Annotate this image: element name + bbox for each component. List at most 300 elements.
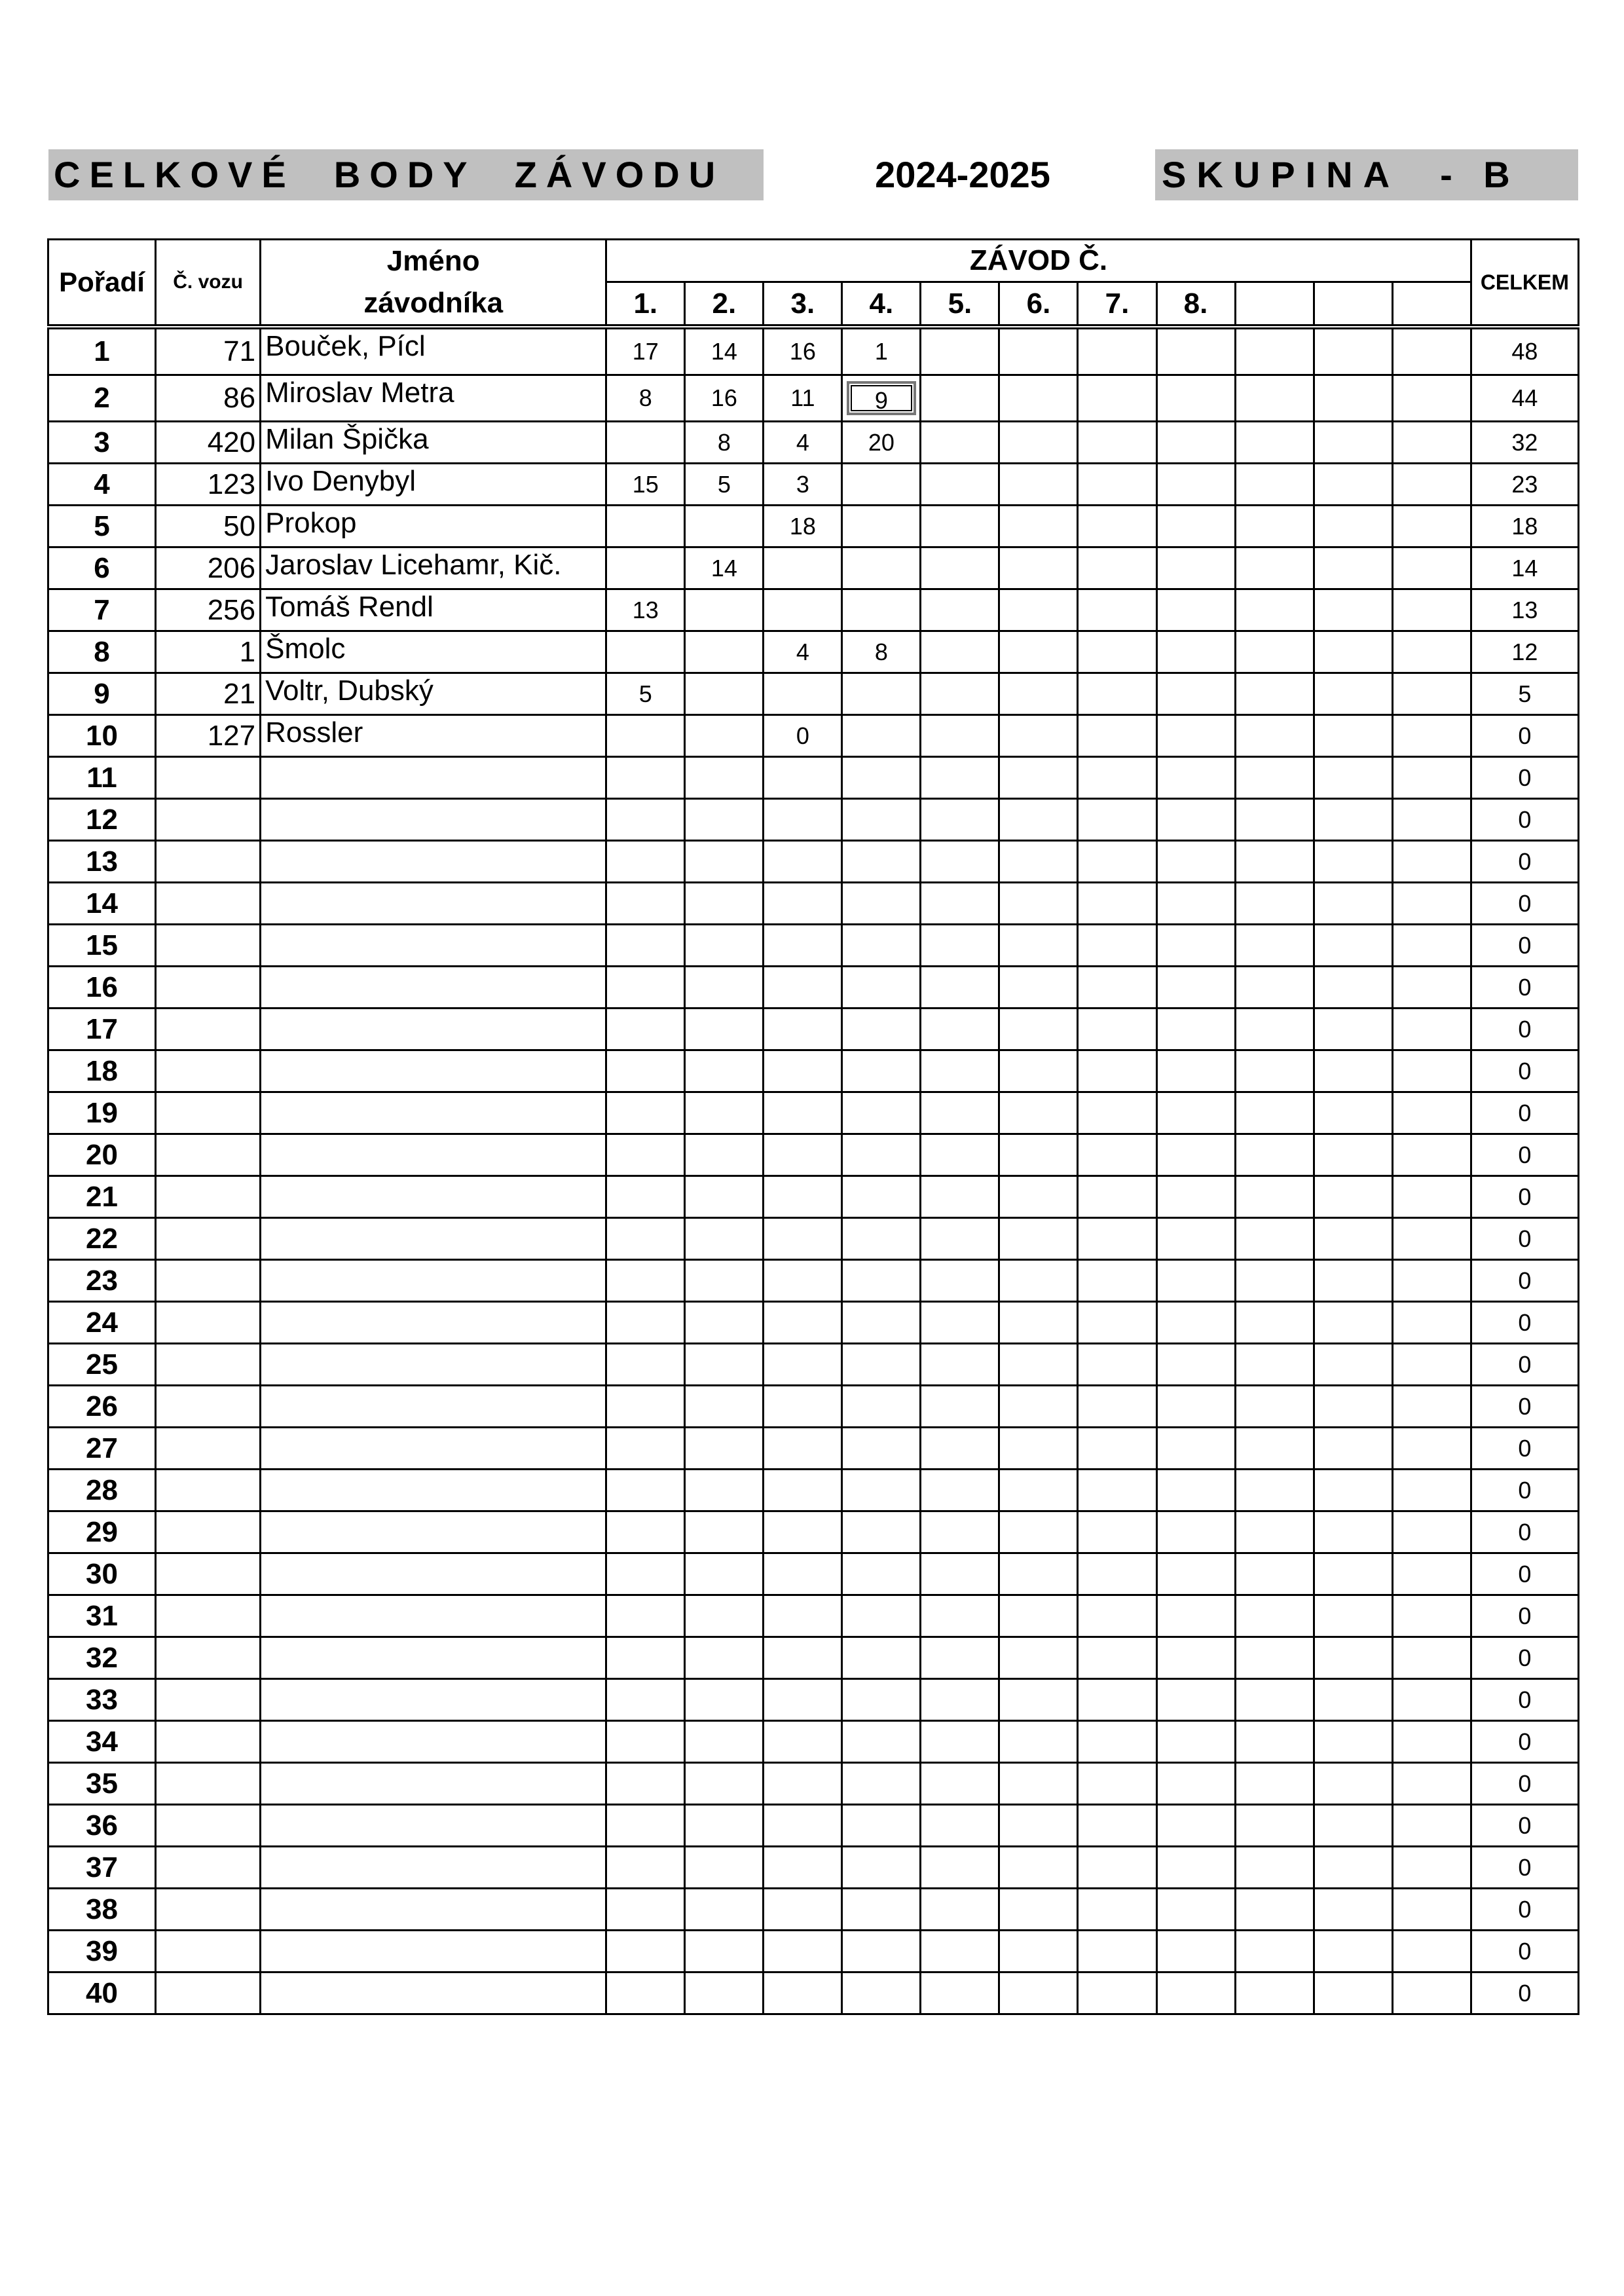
race-points-cell[interactable]: 17 (606, 327, 685, 375)
driver-name-cell[interactable] (261, 883, 606, 925)
race-points-cell[interactable] (921, 1931, 999, 1972)
race-points-cell[interactable] (764, 1302, 842, 1344)
race-points-cell[interactable] (999, 1972, 1078, 2014)
race-points-cell[interactable]: 18 (764, 506, 842, 547)
car-number-cell[interactable] (156, 1386, 261, 1428)
race-points-cell[interactable] (685, 1889, 764, 1931)
driver-name-cell[interactable]: Jaroslav Licehamr, Kič. (261, 547, 606, 589)
race-points-cell[interactable] (921, 1092, 999, 1134)
race-points-cell[interactable] (921, 1972, 999, 2014)
race-points-cell[interactable] (685, 883, 764, 925)
race-points-cell[interactable] (685, 925, 764, 967)
selected-cell[interactable]: 9 (847, 381, 916, 415)
race-points-cell[interactable] (685, 1847, 764, 1889)
race-points-cell[interactable] (764, 1386, 842, 1428)
race-points-cell[interactable] (1078, 883, 1156, 925)
race-points-cell[interactable] (1314, 375, 1392, 422)
race-points-cell[interactable] (842, 673, 921, 715)
race-points-cell[interactable] (921, 1134, 999, 1176)
race-points-cell[interactable] (685, 1805, 764, 1847)
race-points-cell[interactable] (1078, 1176, 1156, 1218)
race-points-cell[interactable] (1392, 422, 1471, 464)
race-points-cell[interactable] (685, 1092, 764, 1134)
race-points-cell[interactable] (1314, 547, 1392, 589)
race-points-cell[interactable] (685, 589, 764, 631)
race-points-cell[interactable] (1392, 1009, 1471, 1050)
race-points-cell[interactable] (1392, 1931, 1471, 1972)
race-points-cell[interactable] (999, 1470, 1078, 1511)
race-points-cell[interactable] (1235, 327, 1314, 375)
car-number-cell[interactable] (156, 1470, 261, 1511)
race-points-cell[interactable] (999, 1889, 1078, 1931)
race-points-cell[interactable] (1392, 1972, 1471, 2014)
race-points-cell[interactable] (685, 1302, 764, 1344)
race-points-cell[interactable] (921, 1763, 999, 1805)
race-points-cell[interactable] (1392, 1260, 1471, 1302)
car-number-cell[interactable] (156, 1009, 261, 1050)
driver-name-cell[interactable] (261, 1428, 606, 1470)
car-number-cell[interactable] (156, 1721, 261, 1763)
race-points-cell[interactable] (1392, 883, 1471, 925)
race-points-cell[interactable] (1078, 1386, 1156, 1428)
driver-name-cell[interactable]: Tomáš Rendl (261, 589, 606, 631)
race-points-cell[interactable]: 1 (842, 327, 921, 375)
race-points-cell[interactable] (1235, 1553, 1314, 1595)
race-points-cell[interactable] (685, 1050, 764, 1092)
race-points-cell[interactable] (842, 1763, 921, 1805)
race-points-cell[interactable] (1314, 1595, 1392, 1637)
race-points-cell[interactable] (1078, 464, 1156, 506)
race-points-cell[interactable] (685, 1763, 764, 1805)
race-points-cell[interactable] (921, 1302, 999, 1344)
race-points-cell[interactable] (1156, 883, 1235, 925)
race-points-cell[interactable] (999, 757, 1078, 799)
race-points-cell[interactable] (1392, 925, 1471, 967)
race-points-cell[interactable] (1314, 925, 1392, 967)
race-points-cell[interactable] (842, 1009, 921, 1050)
car-number-cell[interactable]: 71 (156, 327, 261, 375)
race-points-cell[interactable] (999, 1637, 1078, 1679)
race-points-cell[interactable] (606, 925, 685, 967)
race-points-cell[interactable] (842, 967, 921, 1009)
race-points-cell[interactable] (1156, 1134, 1235, 1176)
race-points-cell[interactable] (1078, 1595, 1156, 1637)
race-points-cell[interactable] (685, 1972, 764, 2014)
driver-name-cell[interactable] (261, 1302, 606, 1344)
race-points-cell[interactable] (1314, 715, 1392, 757)
race-points-cell[interactable] (1314, 1134, 1392, 1176)
car-number-cell[interactable] (156, 1302, 261, 1344)
race-points-cell[interactable] (1078, 422, 1156, 464)
race-points-cell[interactable] (842, 1050, 921, 1092)
race-points-cell[interactable] (1156, 925, 1235, 967)
race-points-cell[interactable]: 16 (685, 375, 764, 422)
race-points-cell[interactable] (1235, 464, 1314, 506)
race-points-cell[interactable] (1078, 589, 1156, 631)
race-points-cell[interactable] (1392, 1092, 1471, 1134)
race-points-cell[interactable] (1314, 631, 1392, 673)
race-points-cell[interactable] (1078, 799, 1156, 841)
driver-name-cell[interactable] (261, 925, 606, 967)
race-points-cell[interactable] (1078, 673, 1156, 715)
race-points-cell[interactable] (1156, 375, 1235, 422)
driver-name-cell[interactable] (261, 1218, 606, 1260)
race-points-cell[interactable] (606, 1009, 685, 1050)
race-points-cell[interactable] (921, 757, 999, 799)
race-points-cell[interactable] (842, 1386, 921, 1428)
race-points-cell[interactable] (1078, 1302, 1156, 1344)
race-points-cell[interactable] (1235, 506, 1314, 547)
race-points-cell[interactable] (685, 1386, 764, 1428)
race-points-cell[interactable] (999, 715, 1078, 757)
race-points-cell[interactable] (764, 883, 842, 925)
race-points-cell[interactable] (999, 967, 1078, 1009)
race-points-cell[interactable] (1314, 799, 1392, 841)
race-points-cell[interactable] (1235, 1847, 1314, 1889)
race-points-cell[interactable] (685, 1931, 764, 1972)
race-points-cell[interactable]: 8 (685, 422, 764, 464)
race-points-cell[interactable] (1078, 1218, 1156, 1260)
car-number-cell[interactable] (156, 1889, 261, 1931)
race-points-cell[interactable] (1235, 589, 1314, 631)
race-points-cell[interactable] (1314, 422, 1392, 464)
race-points-cell[interactable] (1235, 1805, 1314, 1847)
race-points-cell[interactable] (999, 547, 1078, 589)
race-points-cell[interactable] (1235, 1679, 1314, 1721)
driver-name-cell[interactable]: Voltr, Dubský (261, 673, 606, 715)
race-points-cell[interactable] (1314, 1805, 1392, 1847)
race-points-cell[interactable] (1392, 1386, 1471, 1428)
race-points-cell[interactable] (921, 1637, 999, 1679)
race-points-cell[interactable] (842, 883, 921, 925)
race-points-cell[interactable] (999, 506, 1078, 547)
race-points-cell[interactable] (1235, 1344, 1314, 1386)
race-points-cell[interactable] (1392, 375, 1471, 422)
race-points-cell[interactable] (1235, 1009, 1314, 1050)
car-number-cell[interactable] (156, 1637, 261, 1679)
race-points-cell[interactable] (842, 1092, 921, 1134)
race-points-cell[interactable] (921, 1595, 999, 1637)
race-points-cell[interactable] (921, 967, 999, 1009)
race-points-cell[interactable] (921, 1218, 999, 1260)
race-points-cell[interactable] (1078, 327, 1156, 375)
race-points-cell[interactable] (606, 422, 685, 464)
driver-name-cell[interactable] (261, 1553, 606, 1595)
driver-name-cell[interactable] (261, 799, 606, 841)
car-number-cell[interactable]: 21 (156, 673, 261, 715)
race-points-cell[interactable]: 4 (764, 422, 842, 464)
race-points-cell[interactable] (999, 1092, 1078, 1134)
car-number-cell[interactable] (156, 1931, 261, 1972)
race-points-cell[interactable] (1078, 1553, 1156, 1595)
race-points-cell[interactable] (1235, 841, 1314, 883)
race-points-cell[interactable] (764, 757, 842, 799)
race-points-cell[interactable] (1078, 1847, 1156, 1889)
race-points-cell[interactable] (1156, 1637, 1235, 1679)
car-number-cell[interactable] (156, 1511, 261, 1553)
race-points-cell[interactable] (1392, 1218, 1471, 1260)
race-points-cell[interactable] (685, 1595, 764, 1637)
race-points-cell[interactable] (764, 1721, 842, 1763)
driver-name-cell[interactable] (261, 1050, 606, 1092)
race-points-cell[interactable] (1156, 1260, 1235, 1302)
race-points-cell[interactable] (1314, 1721, 1392, 1763)
race-points-cell[interactable] (764, 1260, 842, 1302)
race-points-cell[interactable] (1156, 1470, 1235, 1511)
race-points-cell[interactable] (842, 1344, 921, 1386)
race-points-cell[interactable] (606, 1972, 685, 2014)
race-points-cell[interactable]: 3 (764, 464, 842, 506)
race-points-cell[interactable] (1392, 757, 1471, 799)
race-points-cell[interactable] (1235, 1050, 1314, 1092)
driver-name-cell[interactable] (261, 1470, 606, 1511)
race-points-cell[interactable] (1392, 1428, 1471, 1470)
race-points-cell[interactable] (1078, 506, 1156, 547)
race-points-cell[interactable] (606, 1679, 685, 1721)
race-points-cell[interactable] (921, 1386, 999, 1428)
race-points-cell[interactable] (842, 1889, 921, 1931)
driver-name-cell[interactable]: Prokop (261, 506, 606, 547)
race-points-cell[interactable] (764, 1470, 842, 1511)
race-points-cell[interactable] (764, 1595, 842, 1637)
race-points-cell[interactable] (921, 1679, 999, 1721)
race-points-cell[interactable] (1235, 547, 1314, 589)
car-number-cell[interactable] (156, 883, 261, 925)
race-points-cell[interactable] (1156, 547, 1235, 589)
race-points-cell[interactable] (606, 506, 685, 547)
race-points-cell[interactable] (842, 925, 921, 967)
race-points-cell[interactable] (1314, 1931, 1392, 1972)
race-points-cell[interactable] (921, 925, 999, 967)
race-points-cell[interactable] (1078, 1805, 1156, 1847)
race-points-cell[interactable] (842, 506, 921, 547)
race-points-cell[interactable] (1392, 1679, 1471, 1721)
race-points-cell[interactable] (685, 841, 764, 883)
car-number-cell[interactable]: 123 (156, 464, 261, 506)
race-points-cell[interactable]: 14 (685, 547, 764, 589)
race-points-cell[interactable] (842, 799, 921, 841)
race-points-cell[interactable] (921, 1721, 999, 1763)
race-points-cell[interactable] (606, 1134, 685, 1176)
race-points-cell[interactable] (842, 1470, 921, 1511)
race-points-cell[interactable] (1156, 1218, 1235, 1260)
race-points-cell[interactable] (1156, 1805, 1235, 1847)
race-points-cell[interactable] (1235, 422, 1314, 464)
race-points-cell[interactable] (764, 1637, 842, 1679)
race-points-cell[interactable] (1314, 1050, 1392, 1092)
race-points-cell[interactable] (1235, 1428, 1314, 1470)
race-points-cell[interactable] (685, 1553, 764, 1595)
race-points-cell[interactable] (1314, 506, 1392, 547)
race-points-cell[interactable] (606, 799, 685, 841)
race-points-cell[interactable] (999, 1763, 1078, 1805)
driver-name-cell[interactable] (261, 1721, 606, 1763)
race-points-cell[interactable] (921, 1805, 999, 1847)
race-points-cell[interactable] (1078, 631, 1156, 673)
race-points-cell[interactable] (921, 327, 999, 375)
race-points-cell[interactable] (1235, 1176, 1314, 1218)
race-points-cell[interactable] (685, 1679, 764, 1721)
race-points-cell[interactable] (921, 715, 999, 757)
race-points-cell[interactable] (1235, 1134, 1314, 1176)
race-points-cell[interactable] (1314, 1092, 1392, 1134)
race-points-cell[interactable] (1314, 1511, 1392, 1553)
race-points-cell[interactable] (1156, 1679, 1235, 1721)
race-points-cell[interactable] (1392, 841, 1471, 883)
race-points-cell[interactable] (999, 925, 1078, 967)
race-points-cell[interactable] (1314, 883, 1392, 925)
race-points-cell[interactable] (921, 422, 999, 464)
race-points-cell[interactable] (1314, 1009, 1392, 1050)
race-points-cell[interactable] (1392, 1805, 1471, 1847)
race-points-cell[interactable] (606, 1595, 685, 1637)
race-points-cell[interactable] (1235, 1595, 1314, 1637)
race-points-cell[interactable] (606, 883, 685, 925)
race-points-cell[interactable] (1156, 1763, 1235, 1805)
race-points-cell[interactable] (1156, 1428, 1235, 1470)
race-points-cell[interactable] (606, 1050, 685, 1092)
race-points-cell[interactable] (764, 967, 842, 1009)
race-points-cell[interactable] (1392, 1344, 1471, 1386)
race-points-cell[interactable] (764, 1092, 842, 1134)
race-points-cell[interactable] (1235, 1386, 1314, 1428)
race-points-cell[interactable] (1156, 1889, 1235, 1931)
race-points-cell[interactable] (764, 841, 842, 883)
driver-name-cell[interactable] (261, 1092, 606, 1134)
race-points-cell[interactable] (921, 1889, 999, 1931)
car-number-cell[interactable]: 127 (156, 715, 261, 757)
race-points-cell[interactable] (842, 1931, 921, 1972)
race-points-cell[interactable] (1235, 1511, 1314, 1553)
race-points-cell[interactable] (685, 1260, 764, 1302)
race-points-cell[interactable] (999, 1805, 1078, 1847)
race-points-cell[interactable] (685, 799, 764, 841)
race-points-cell[interactable] (1156, 1344, 1235, 1386)
race-points-cell[interactable] (606, 1260, 685, 1302)
driver-name-cell[interactable] (261, 1009, 606, 1050)
race-points-cell[interactable] (1235, 1721, 1314, 1763)
race-points-cell[interactable] (606, 1302, 685, 1344)
race-points-cell[interactable] (999, 1931, 1078, 1972)
race-points-cell[interactable] (1235, 715, 1314, 757)
race-points-cell[interactable] (1156, 327, 1235, 375)
race-points-cell[interactable] (1156, 673, 1235, 715)
race-points-cell[interactable] (1078, 1511, 1156, 1553)
race-points-cell[interactable] (842, 1553, 921, 1595)
race-points-cell[interactable] (1314, 1386, 1392, 1428)
race-points-cell[interactable] (999, 1260, 1078, 1302)
race-points-cell[interactable] (685, 1470, 764, 1511)
race-points-cell[interactable] (1314, 1302, 1392, 1344)
race-points-cell[interactable] (1078, 1637, 1156, 1679)
race-points-cell[interactable] (606, 1470, 685, 1511)
race-points-cell[interactable] (842, 1218, 921, 1260)
race-points-cell[interactable] (606, 967, 685, 1009)
race-points-cell[interactable] (764, 1763, 842, 1805)
race-points-cell[interactable] (1156, 1302, 1235, 1344)
race-points-cell[interactable] (685, 1134, 764, 1176)
race-points-cell[interactable] (1392, 506, 1471, 547)
race-points-cell[interactable] (1235, 1972, 1314, 2014)
race-points-cell[interactable] (764, 1176, 842, 1218)
race-points-cell[interactable] (1078, 1134, 1156, 1176)
race-points-cell[interactable] (921, 1553, 999, 1595)
race-points-cell[interactable] (1156, 589, 1235, 631)
race-points-cell[interactable]: 11 (764, 375, 842, 422)
race-points-cell[interactable] (999, 1847, 1078, 1889)
car-number-cell[interactable] (156, 1805, 261, 1847)
race-points-cell[interactable] (764, 1009, 842, 1050)
driver-name-cell[interactable] (261, 1344, 606, 1386)
driver-name-cell[interactable] (261, 1637, 606, 1679)
car-number-cell[interactable]: 1 (156, 631, 261, 673)
race-points-cell[interactable] (999, 883, 1078, 925)
race-points-cell[interactable] (1078, 1931, 1156, 1972)
race-points-cell[interactable] (1392, 1470, 1471, 1511)
race-points-cell[interactable] (1078, 375, 1156, 422)
race-points-cell[interactable] (685, 1428, 764, 1470)
race-points-cell[interactable] (1392, 589, 1471, 631)
race-points-cell[interactable] (842, 464, 921, 506)
race-points-cell[interactable] (606, 841, 685, 883)
race-points-cell[interactable] (1156, 1009, 1235, 1050)
car-number-cell[interactable] (156, 1050, 261, 1092)
race-points-cell[interactable] (1392, 673, 1471, 715)
race-points-cell[interactable] (606, 1763, 685, 1805)
race-points-cell[interactable]: 16 (764, 327, 842, 375)
race-points-cell[interactable] (606, 1092, 685, 1134)
race-points-cell[interactable] (1314, 967, 1392, 1009)
race-points-cell[interactable] (1392, 464, 1471, 506)
driver-name-cell[interactable] (261, 1805, 606, 1847)
race-points-cell[interactable] (921, 1050, 999, 1092)
race-points-cell[interactable] (764, 1428, 842, 1470)
race-points-cell[interactable] (1078, 1679, 1156, 1721)
race-points-cell[interactable] (606, 1176, 685, 1218)
race-points-cell[interactable] (1314, 1972, 1392, 2014)
race-points-cell[interactable] (685, 1218, 764, 1260)
race-points-cell[interactable]: 15 (606, 464, 685, 506)
car-number-cell[interactable]: 256 (156, 589, 261, 631)
race-points-cell[interactable] (999, 1553, 1078, 1595)
race-points-cell[interactable] (1392, 715, 1471, 757)
race-points-cell[interactable] (1156, 1092, 1235, 1134)
race-points-cell[interactable] (999, 327, 1078, 375)
car-number-cell[interactable] (156, 1344, 261, 1386)
race-points-cell[interactable] (606, 1889, 685, 1931)
race-points-cell[interactable] (1392, 1637, 1471, 1679)
driver-name-cell[interactable] (261, 1511, 606, 1553)
race-points-cell[interactable] (764, 1847, 842, 1889)
race-points-cell[interactable] (842, 1511, 921, 1553)
race-points-cell[interactable] (842, 375, 921, 422)
race-points-cell[interactable] (1156, 799, 1235, 841)
race-points-cell[interactable] (1392, 1176, 1471, 1218)
race-points-cell[interactable] (1078, 547, 1156, 589)
race-points-cell[interactable] (764, 1553, 842, 1595)
driver-name-cell[interactable] (261, 1134, 606, 1176)
race-points-cell[interactable] (999, 589, 1078, 631)
race-points-cell[interactable]: 5 (606, 673, 685, 715)
driver-name-cell[interactable] (261, 757, 606, 799)
race-points-cell[interactable] (1314, 1637, 1392, 1679)
race-points-cell[interactable] (921, 883, 999, 925)
driver-name-cell[interactable] (261, 1679, 606, 1721)
race-points-cell[interactable] (685, 673, 764, 715)
driver-name-cell[interactable]: Šmolc (261, 631, 606, 673)
race-points-cell[interactable] (1156, 1595, 1235, 1637)
race-points-cell[interactable] (842, 1805, 921, 1847)
